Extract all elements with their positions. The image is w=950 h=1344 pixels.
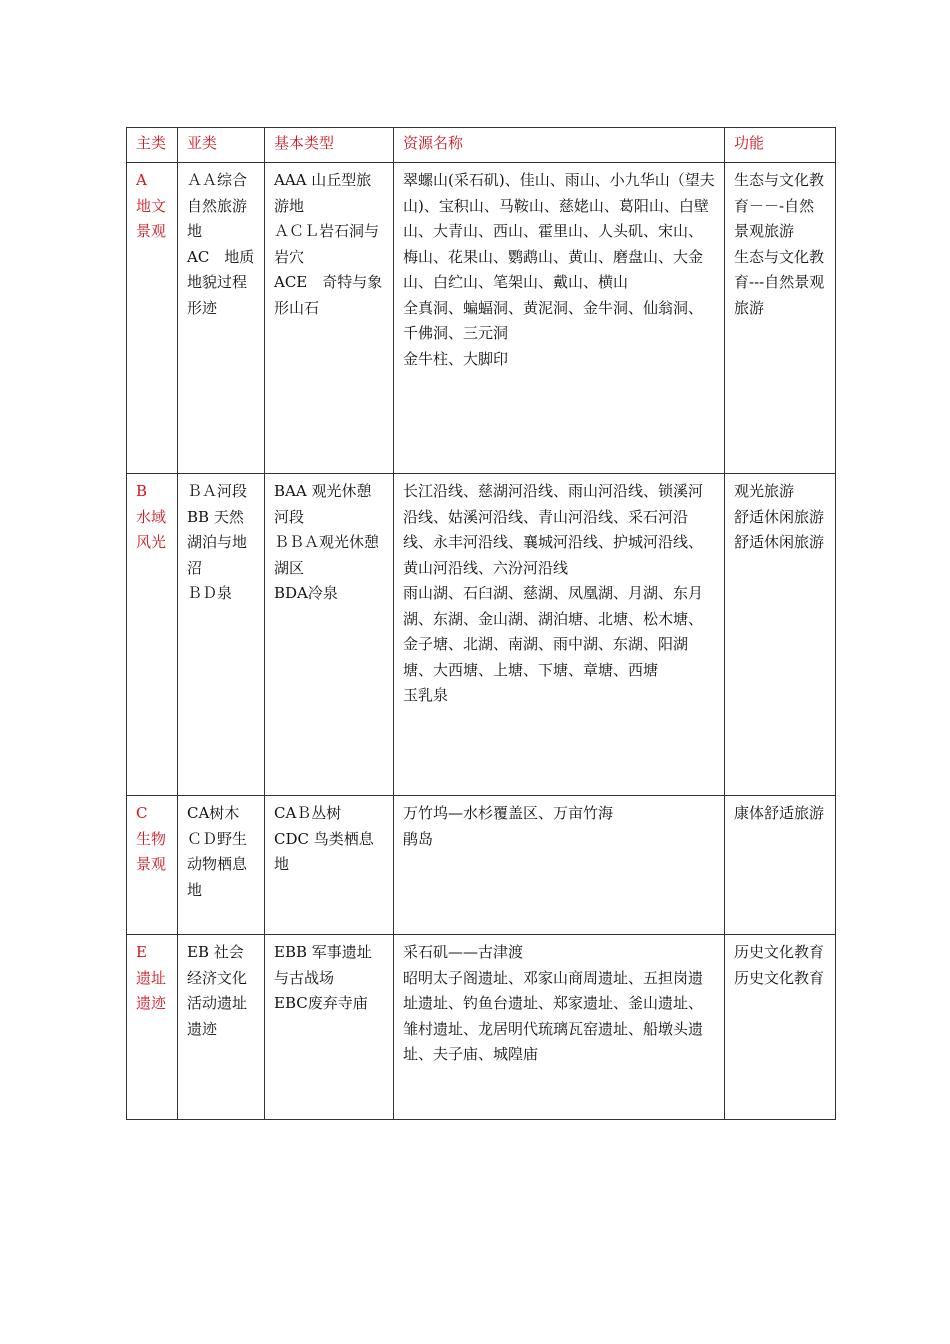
basic-type-cell <box>265 796 394 935</box>
resource-names: 全真洞、蝙蝠洞、黄泥洞、金牛洞、仙翁洞、千佛洞、三元洞 <box>403 298 704 342</box>
function-text: 历史文化教育 <box>734 943 825 961</box>
table-row <box>127 935 836 1120</box>
function-text: 舒适休闲旅游 <box>734 533 825 551</box>
resource-names: 金牛柱、大脚印 <box>403 349 509 368</box>
sub-category: AC 地质地貌过程形迹 <box>187 247 255 317</box>
function-text: 生态与文化教育－－-自然景观旅游 <box>734 171 825 240</box>
sub-category: ＡＡ综合自然旅游地 <box>187 171 248 240</box>
sub-category-cell <box>178 935 265 1120</box>
basic-type: CDC 鸟类栖息地 <box>274 829 374 873</box>
main-category-code: E <box>136 943 147 961</box>
function-cell <box>725 163 836 474</box>
main-category-name: 水域风光 <box>136 507 167 551</box>
header-main-category: 主类 <box>127 128 178 163</box>
header-resource-name: 资源名称 <box>394 128 725 163</box>
resource-names: 鹃岛 <box>403 829 434 848</box>
resource-names: 长江沿线、慈湖河沿线、雨山河沿线、锁溪河沿线、姑溪河沿线、青山河沿线、采石河沿线、永丰河沿线、襄城河沿线、护城河沿线、黄山河沿线、六汾河沿线 <box>403 482 704 577</box>
resource-names: 采石矶——古津渡 <box>403 943 524 961</box>
basic-type: CAＢ丛树 <box>274 804 342 822</box>
basic-type: AAA 山丘型旅游地 <box>274 171 372 215</box>
sub-category: EB 社会经济文化活动遗址遗迹 <box>187 943 248 1038</box>
basic-type: ＡＣＬ岩石洞与岩穴 <box>274 222 380 266</box>
sub-category: ＢＤ泉 <box>187 584 233 602</box>
basic-type: ACE 奇特与象形山石 <box>274 273 383 317</box>
sub-category: CA树木 <box>187 804 240 822</box>
main-category-cell <box>127 935 178 1120</box>
resource-name-cell <box>394 935 725 1120</box>
basic-type: EBC废弃寺庙 <box>274 994 368 1012</box>
basic-type-cell <box>265 935 394 1120</box>
function-text: 观光旅游 <box>734 482 795 500</box>
function-text: 生态与文化教育---自然景观旅游 <box>734 247 825 317</box>
sub-category: ＢＡ河段 <box>187 482 248 500</box>
basic-type: BDA冷泉 <box>274 584 338 602</box>
main-category-name: 遗址遗迹 <box>136 968 167 1012</box>
function-cell <box>725 935 836 1120</box>
table-row <box>127 796 836 935</box>
basic-type: BAA 观光休憩河段 <box>274 482 372 526</box>
resource-names: 万竹坞—水杉覆盖区、万亩竹海 <box>403 804 614 822</box>
sub-category: ＣＤ野生动物栖息地 <box>187 829 248 899</box>
table-row <box>127 163 836 474</box>
resource-names: 昭明太子阁遗址、邓家山商周遗址、五担岗遗址遗址、钓鱼台遗址、郑家遗址、釜山遗址、雏村遗址、龙居明代琉璃瓦窑遗址、船墩头遗址、夫子庙、城隍庙 <box>403 968 704 1063</box>
function-text: 舒适休闲旅游 <box>734 507 825 526</box>
basic-type: ＢＢＡ观光休憩湖区 <box>274 533 380 577</box>
sub-category-cell <box>178 163 265 474</box>
sub-category-cell <box>178 474 265 796</box>
table-row <box>127 474 836 796</box>
main-category-name: 生物景观 <box>136 829 167 873</box>
resource-name-cell <box>394 796 725 935</box>
resource-name-cell <box>394 163 725 474</box>
main-category-code: C <box>136 804 148 822</box>
header-sub-category: 亚类 <box>178 128 265 163</box>
table-header-row <box>127 128 836 163</box>
sub-category-cell <box>178 796 265 935</box>
function-cell <box>725 796 836 935</box>
resource-names: 雨山湖、石臼湖、慈湖、凤凰湖、月湖、东月湖、东湖、金山湖、湖泊塘、北塘、松木塘、金子塘、北湖、南湖、雨中湖、东湖、阳湖塘、大西塘、上塘、下塘、章塘、西塘 <box>403 584 704 679</box>
header-basic-type: 基本类型 <box>265 128 394 163</box>
resource-names: 玉乳泉 <box>403 686 449 704</box>
resource-names: 翠螺山(采石矶)、佳山、雨山、小九华山（望夫山)、宝积山、马鞍山、慈姥山、葛阳山、白壁山、大青山、西山、霍里山、人头矶、宋山、梅山、花果山、鹦鹉山、黄山、磨盘山、大金山、白纻山、笔架山、戴山、横山 <box>403 171 715 291</box>
main-category-cell <box>127 163 178 474</box>
resource-table <box>126 127 836 1120</box>
main-category-code: A <box>136 171 147 189</box>
basic-type: EBB 军事遗址与古战场 <box>274 943 372 987</box>
main-category-code: B <box>136 482 148 500</box>
main-category-name: 地文景观 <box>136 196 167 240</box>
main-category-cell <box>127 474 178 796</box>
function-text: 历史文化教育 <box>734 968 825 987</box>
basic-type-cell <box>265 163 394 474</box>
function-text: 康体舒适旅游 <box>734 804 825 822</box>
resource-name-cell <box>394 474 725 796</box>
function-cell <box>725 474 836 796</box>
header-function: 功能 <box>725 128 836 163</box>
sub-category: BB 天然湖泊与地沼 <box>187 507 248 577</box>
main-category-cell <box>127 796 178 935</box>
basic-type-cell <box>265 474 394 796</box>
